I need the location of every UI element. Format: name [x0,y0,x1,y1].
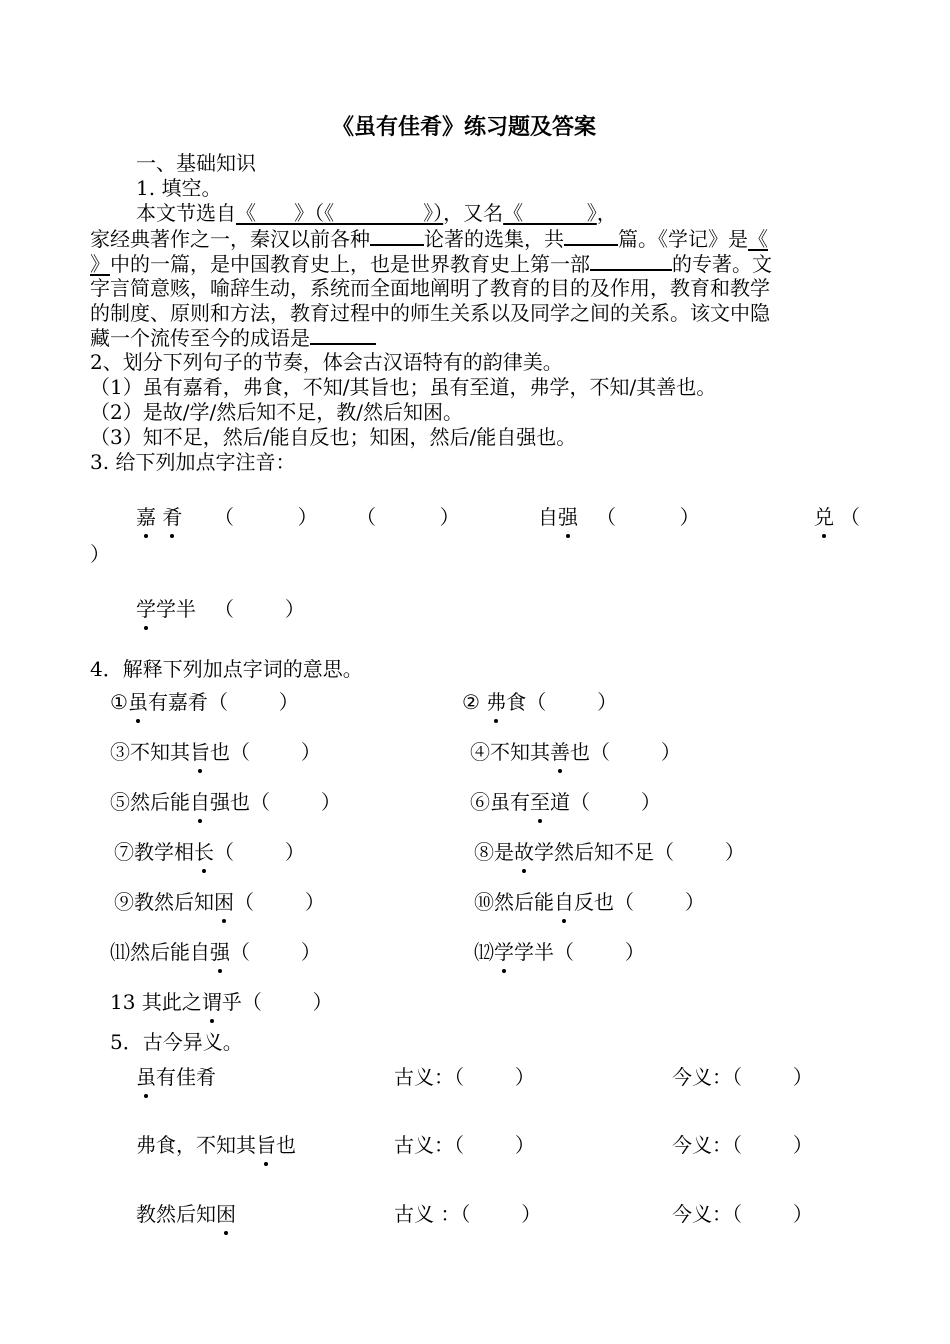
dotted-character: 虽 [136,1065,156,1089]
q4-item-3 [110,740,321,764]
answer-blank[interactable]: （ ） [614,890,705,914]
text: ， [596,201,617,225]
dotted-character: 谓 [201,990,222,1014]
dotted-character: 善 [550,740,570,764]
text: ⑨ [114,890,134,914]
answer-blank[interactable]: （ ） [590,740,681,764]
q4-item-10 [474,890,705,914]
text: 的专著。文 [672,252,772,276]
section-heading: 一、基础知识 [136,151,256,175]
dotted-character: 兑 [814,505,834,529]
text: 也 [210,740,230,764]
blank-alt-name[interactable]: 《 》 [503,201,597,225]
q1-line-1 [136,201,617,225]
q2-item: （2）是故/学/然后知不足，教/然后知困。 [90,400,463,424]
q1-line-2 [90,226,768,251]
q3-blank-3[interactable]: （ ） [596,505,700,529]
blank-idiom[interactable] [310,327,376,345]
text: ③ [110,740,130,764]
text: 虽有 [490,790,530,814]
answer-blank[interactable]: （ ） [234,890,325,914]
text: 学半 [156,597,196,621]
dotted-character: 嘉 [136,505,156,529]
q5-phrase-2 [136,1133,296,1157]
dotted-character: 旨 [256,1133,276,1157]
answer-blank[interactable]: （ ） [214,840,305,864]
dotted-character: 故 [514,840,534,864]
text: ⑧ [474,840,494,864]
answer-blank[interactable]: （ ） [654,840,745,864]
q4-heading: 4．解释下列加点字词的意思。 [90,657,363,681]
dotted-character: 困 [214,890,234,914]
text: 其此之 [141,990,202,1014]
text: 有佳肴 [156,1065,216,1089]
text: 也 [570,740,590,764]
text: ④ [470,740,490,764]
text: ⑿ [474,940,494,964]
text: 反也 [574,890,614,914]
q5-ancient-meaning-1[interactable]: 古义：（ ） [394,1065,535,1089]
blank-school[interactable] [370,226,424,246]
text: 13 [110,990,136,1014]
answer-blank[interactable]: （ ） [230,740,321,764]
dotted-character: 虽 [127,690,148,714]
text: 强也 [210,790,250,814]
q5-heading: 5．古今异义。 [110,1030,243,1054]
q5-modern-meaning-3[interactable]: 今义：（ ） [672,1202,813,1226]
q5-modern-meaning-2[interactable]: 今义：（ ） [672,1133,813,1157]
text: ，又名 [443,201,504,225]
text: 道 [550,790,570,814]
text: 然后能 [130,790,190,814]
q5-ancient-meaning-2[interactable]: 古义：（ ） [394,1133,535,1157]
dotted-character: 自 [190,790,210,814]
text: ⑥ [470,790,490,814]
q1-line-6 [90,326,376,350]
q3-blank-4-open[interactable]: （ [840,505,860,529]
q4-item-12 [474,940,645,964]
text: 论著的选集，共 [424,227,564,251]
text: 乎 [221,990,242,1014]
q4-item-6 [470,790,661,814]
q2-item: （1）虽有嘉肴，弗食，不知/其旨也；虽有至道，弗学，不知/其善也。 [90,375,717,399]
answer-blank[interactable]: （ ） [570,790,661,814]
q4-item-4 [470,740,681,764]
text: 是 [494,840,514,864]
text: 弗食，不知其 [136,1133,256,1157]
text: 教然后知 [134,890,214,914]
text: 篇。《学记》是 [618,227,748,251]
text: ① [110,690,128,714]
dotted-character: 困 [216,1202,236,1226]
text: 学半 [514,940,554,964]
dotted-character: 学 [136,597,156,621]
dotted-character: 学 [494,940,514,964]
q4-item-8 [474,840,745,864]
answer-blank[interactable]: （ ） [526,690,618,714]
blank-count[interactable] [564,226,618,246]
dotted-character: 长 [194,840,214,864]
q5-modern-meaning-1[interactable]: 今义：（ ） [672,1065,813,1089]
text: 教然后知 [136,1202,216,1226]
q3-blank-2[interactable]: （ ） [356,505,460,529]
q4-item-9 [114,890,325,914]
text: 有嘉肴 [147,690,208,714]
q5-ancient-meaning-3[interactable]: 古义 ：（ ） [394,1202,542,1226]
text: 也 [276,1133,296,1157]
q3-blank-4-close: ） [90,542,110,566]
text: ⑩ [474,890,494,914]
blank-book-title[interactable]: 《 》（《 》） [236,201,444,225]
text: 然后能自 [130,940,210,964]
q3-word-dui [814,505,834,529]
dotted-character: 弗 [486,690,507,714]
q5-phrase-3 [136,1202,236,1226]
text: 藏一个流传至今的成语是 [90,326,310,350]
text: 教学相 [134,840,194,864]
q1-heading: 1. 填空。 [136,176,222,200]
q3-word-jiayao [136,505,182,529]
q3-blank-1[interactable]: （ ） [214,505,318,529]
dotted-character: 强 [558,505,578,529]
q1-line-3 [90,251,772,276]
text: 食 [506,690,527,714]
text: 学然后知不足 [534,840,654,864]
text: 本文节选自 [136,201,236,225]
q5-phrase-1 [136,1065,216,1089]
text: ⑦ [114,840,134,864]
blank-close[interactable]: 》 [90,252,110,276]
q4-item-5 [110,790,341,814]
dotted-character: 强 [210,940,230,964]
q1-line-5: 的制度、原则和方法，教育过程中的师生关系以及同学之间的关系。该文中隐 [90,301,770,325]
answer-blank[interactable]: （ ） [250,790,341,814]
text: ⑾ [110,940,130,964]
q1-line-4: 字言简意赅，喻辞生动，系统而全面地阐明了教育的目的及作用，教育和教学 [90,276,770,300]
q4-item-11 [110,940,321,964]
dotted-character: 至 [530,790,550,814]
text: ② [462,690,480,714]
text: 然后能 [494,890,554,914]
dotted-character: 自 [554,890,574,914]
answer-blank[interactable]: （ ） [241,990,333,1014]
text: ⑤ [110,790,130,814]
q2-item: （3）知不足，然后/能自反也；知困，然后/能自强也。 [90,425,577,449]
q3-blank-5[interactable]: （ ） [214,597,305,621]
dotted-character: 肴 [162,505,183,529]
page-title: 《虽有佳肴》练习题及答案 [332,114,597,140]
blank-open[interactable]: 《 [748,227,768,251]
text: 不知其 [490,740,550,764]
text: 家经典著作之一，秦汉以前各种 [90,227,370,251]
answer-blank[interactable]: （ ） [554,940,645,964]
dotted-character: 旨 [190,740,210,764]
text: 不知其 [130,740,190,764]
q3-word-xuexueban [136,597,196,621]
blank-topic[interactable] [590,251,672,271]
answer-blank[interactable]: （ ） [230,940,321,964]
q4-item-7 [114,840,305,864]
text: 自 [538,505,558,529]
q4-item-1 [110,690,299,714]
q3-word-ziqiang [538,505,578,529]
q2-heading: 2、划分下列句子的节奏，体会古汉语特有的韵律美。 [90,350,563,374]
answer-blank[interactable]: （ ） [207,690,299,714]
q4-item-13 [110,990,333,1014]
text: 中的一篇，是中国教育史上，也是世界教育史上第一部 [110,252,590,276]
q4-item-2 [462,690,617,714]
q3-heading: 3. 给下列加点字注音： [90,450,296,474]
